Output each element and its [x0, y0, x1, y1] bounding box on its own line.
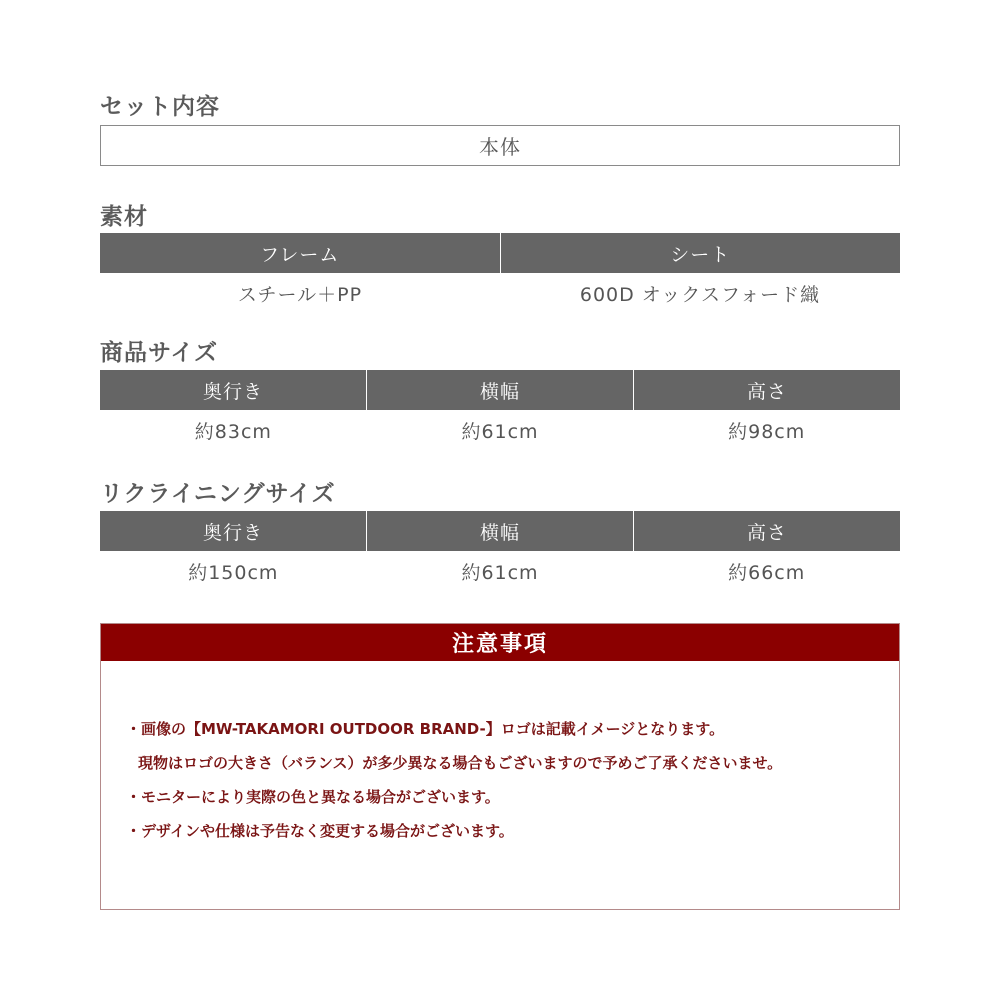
product-size-value-depth: 約83cm — [194, 420, 272, 443]
notice-line-logo-detail: 現物はロゴの大きさ（バランス）が多少異なる場合もございますので予めご了承くださいませ。 — [138, 754, 783, 772]
product-size-value-row — [100, 410, 900, 450]
notice-line-design: ・デザインや仕様は予告なく変更する場合がございます。 — [126, 822, 514, 840]
set-contents-title: セット内容 — [100, 94, 220, 120]
material-header-seat: シート — [500, 233, 901, 273]
reclining-size-value-row — [100, 551, 900, 591]
reclining-size-header-height: 高さ — [633, 511, 900, 551]
reclining-size-value-height: 約66cm — [728, 561, 806, 584]
reclining-size-title: リクライニングサイズ — [100, 481, 336, 507]
material-header-frame: フレーム — [260, 243, 340, 266]
product-size-header-width: 横幅 — [366, 370, 633, 410]
product-size-header-height: 高さ — [633, 370, 900, 410]
reclining-size-value-width: 約61cm — [461, 561, 539, 584]
reclining-size-header-depth: 奥行き — [202, 521, 263, 544]
material-value-row — [100, 273, 900, 313]
set-contents-value: 本体 — [100, 125, 900, 166]
product-size-value-height: 約98cm — [728, 420, 806, 443]
notice-line-logo: ・画像の【MW-TAKAMORI OUTDOOR BRAND-】ロゴは記載イメージとなります。 — [126, 720, 725, 738]
material-value-frame: スチール＋PP — [237, 283, 363, 306]
product-size-value-width: 約61cm — [461, 420, 539, 443]
reclining-size-value-depth: 約150cm — [188, 561, 279, 584]
notice-body — [126, 712, 889, 848]
material-title: 素材 — [100, 204, 148, 230]
material-value-seat: 600D オックスフォード織 — [579, 283, 821, 306]
reclining-size-header-row — [100, 511, 900, 551]
notice-box — [100, 623, 900, 910]
reclining-size-header-width: 横幅 — [366, 511, 633, 551]
material-header-row — [100, 233, 900, 273]
product-size-header-depth: 奥行き — [202, 380, 263, 403]
notice-title: 注意事項 — [101, 624, 899, 661]
notice-line-monitor: ・モニターにより実際の色と異なる場合がございます。 — [126, 788, 500, 806]
product-size-header-row — [100, 370, 900, 410]
product-size-title: 商品サイズ — [100, 340, 219, 366]
